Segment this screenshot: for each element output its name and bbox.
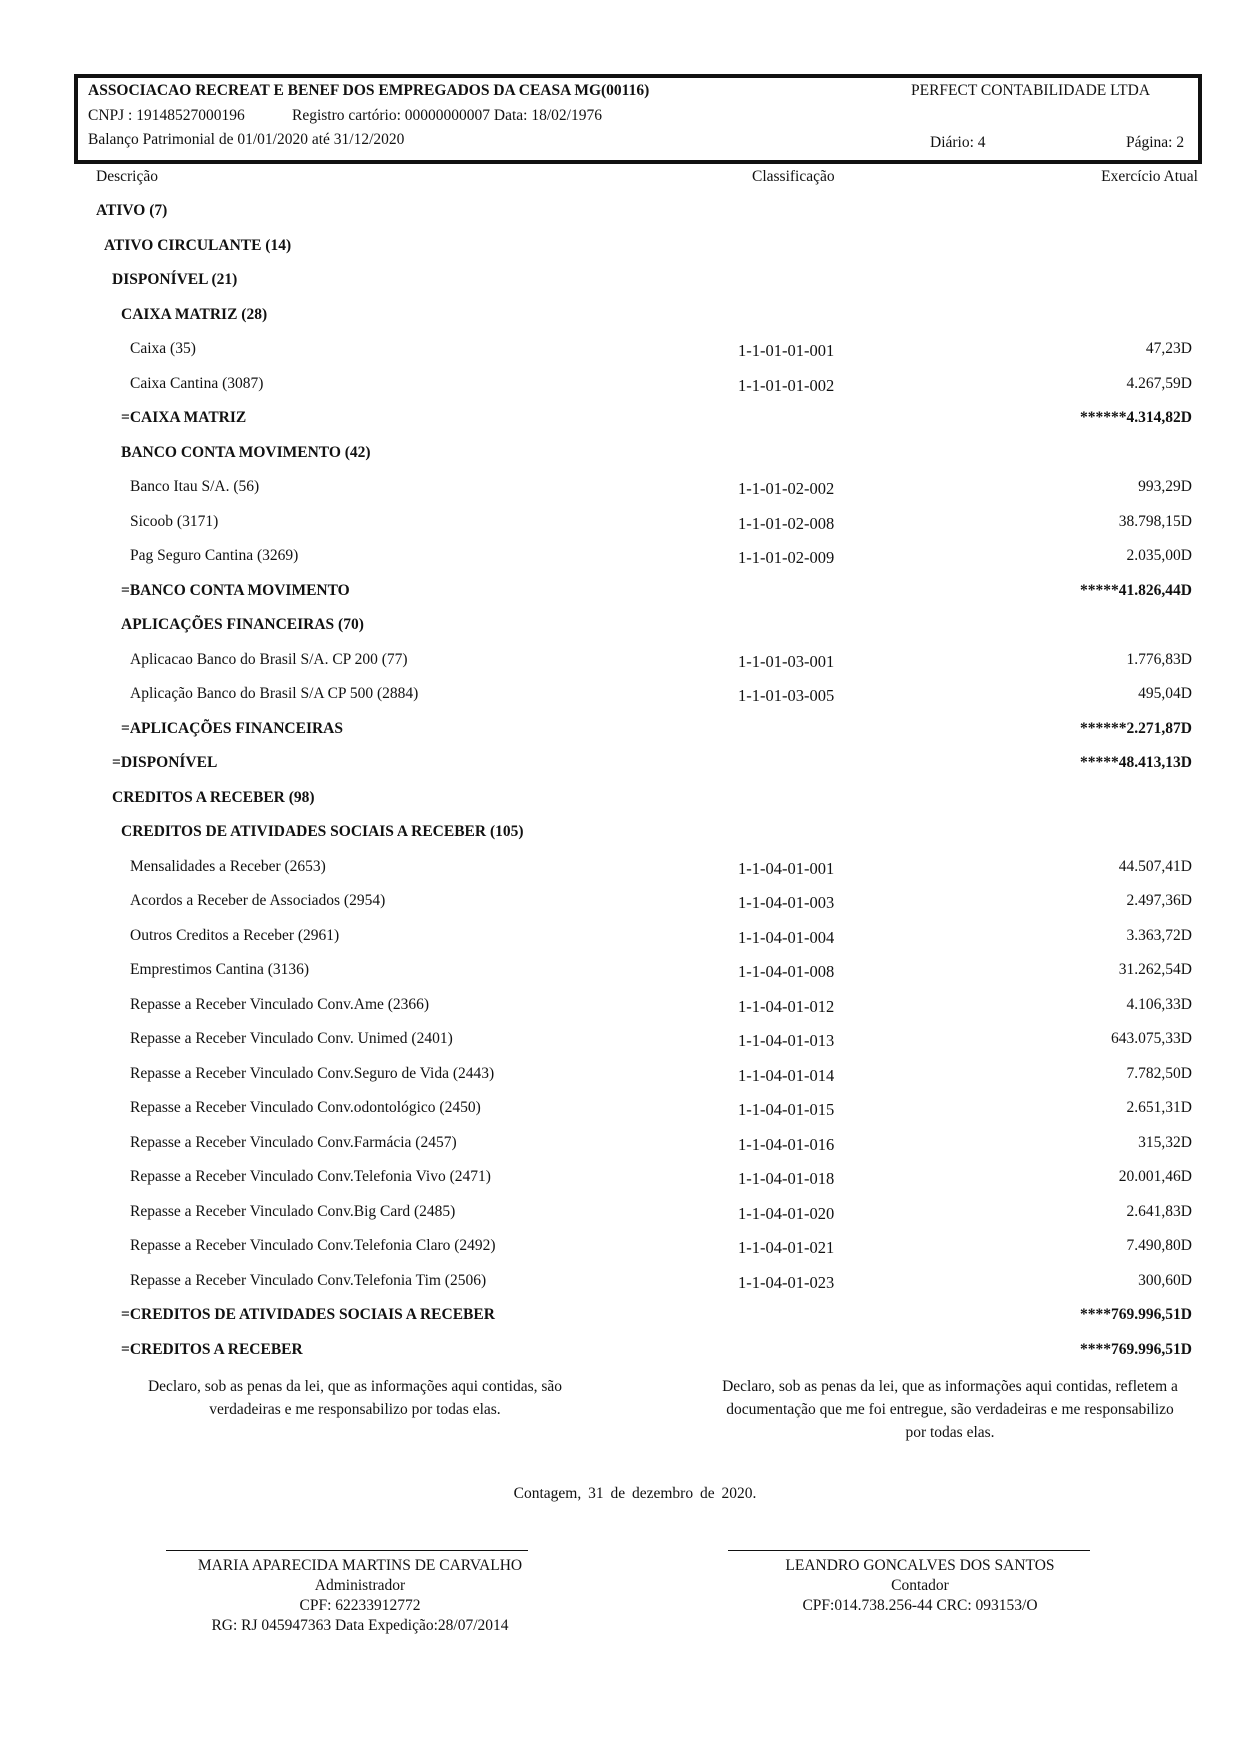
- account-classification: 1-1-04-01-023: [738, 1273, 835, 1292]
- account-classification: 1-1-04-01-016: [738, 1135, 835, 1154]
- account-row: [0, 235, 1240, 257]
- account-value: 31.262,54D: [1118, 961, 1192, 978]
- account-classification: 1-1-04-01-013: [738, 1031, 835, 1050]
- account-row: [0, 1063, 1240, 1085]
- account-row: [0, 1235, 1240, 1257]
- declaration-right-line-1: Declaro, sob as penas da lei, que as informações aqui contidas, refletem a: [722, 1378, 1178, 1395]
- account-row: [0, 511, 1240, 533]
- account-description: Repasse a Receber Vinculado Conv.Seguro de Vida (2443): [130, 1065, 495, 1082]
- administrator-cpf: CPF: 62233912772: [299, 1597, 421, 1614]
- account-value: 2.651,31D: [1126, 1099, 1192, 1116]
- accounting-firm: PERFECT CONTABILIDADE LTDA: [911, 82, 1151, 99]
- account-description: ATIVO (7): [96, 202, 168, 219]
- account-value: 3.363,72D: [1126, 927, 1192, 944]
- declaration-administrator: [112, 1375, 598, 1421]
- account-description: Outros Creditos a Receber (2961): [130, 927, 340, 944]
- account-description: Repasse a Receber Vinculado Conv. Unimed (2401): [130, 1030, 453, 1047]
- account-value: 315,32D: [1138, 1134, 1192, 1151]
- page-number: Página: 2: [1126, 134, 1185, 151]
- account-row: [0, 269, 1240, 291]
- signature-line-administrator: [166, 1550, 528, 1551]
- declaration-right-line-3: por todas elas.: [905, 1424, 995, 1441]
- account-row: [0, 856, 1240, 878]
- account-row: [0, 476, 1240, 498]
- report-period: Balanço Patrimonial de 01/01/2020 até 31/12/2020: [88, 131, 405, 148]
- account-value: 47,23D: [1145, 340, 1192, 357]
- account-row: [0, 683, 1240, 705]
- account-description: Acordos a Receber de Associados (2954): [130, 892, 386, 909]
- account-row: [0, 925, 1240, 947]
- account-row: [0, 1166, 1240, 1188]
- account-row: [0, 649, 1240, 671]
- account-value: 4.267,59D: [1126, 375, 1192, 392]
- account-row: [0, 338, 1240, 360]
- account-value: 20.001,46D: [1118, 1168, 1192, 1185]
- account-row: [0, 545, 1240, 567]
- account-classification: 1-1-04-01-014: [738, 1066, 835, 1085]
- account-classification: 1-1-01-01-002: [738, 376, 835, 395]
- signature-date: Contagem, 31 de dezembro de 2020.: [513, 1485, 757, 1502]
- column-header-exercicio: Exercício Atual: [1101, 168, 1198, 185]
- account-description: Sicoob (3171): [130, 513, 219, 530]
- account-description: CREDITOS DE ATIVIDADES SOCIAIS A RECEBER (105): [121, 823, 524, 840]
- account-description: Aplicacao Banco do Brasil S/A. CP 200 (77): [130, 651, 408, 668]
- signature-line-accountant: [728, 1550, 1090, 1551]
- account-row: [0, 1097, 1240, 1119]
- account-description: =CREDITOS A RECEBER: [121, 1341, 303, 1358]
- account-value: ****769.996,51D: [1080, 1306, 1192, 1323]
- account-description: =CAIXA MATRIZ: [121, 409, 247, 426]
- account-row: [0, 200, 1240, 222]
- account-description: Repasse a Receber Vinculado Conv.Telefonia Vivo (2471): [130, 1168, 491, 1185]
- account-description: Repasse a Receber Vinculado Conv.Telefonia Tim (2506): [130, 1272, 487, 1289]
- account-value: 38.798,15D: [1118, 513, 1192, 530]
- account-description: Pag Seguro Cantina (3269): [130, 547, 299, 564]
- account-row: [0, 718, 1240, 740]
- account-description: ATIVO CIRCULANTE (14): [104, 237, 292, 254]
- account-classification: 1-1-04-01-004: [738, 928, 835, 947]
- accountant-role: Contador: [891, 1577, 949, 1594]
- account-description: Emprestimos Cantina (3136): [130, 961, 310, 978]
- account-description: APLICAÇÕES FINANCEIRAS (70): [121, 616, 364, 633]
- account-classification: 1-1-04-01-020: [738, 1204, 835, 1223]
- account-description: Mensalidades a Receber (2653): [130, 858, 326, 875]
- account-value: ******2.271,87D: [1080, 720, 1192, 737]
- account-description: =BANCO CONTA MOVIMENTO: [121, 582, 350, 599]
- account-classification: 1-1-04-01-003: [738, 893, 835, 912]
- signature-accountant: [700, 1556, 1140, 1616]
- account-row: [0, 1028, 1240, 1050]
- account-description: =CREDITOS DE ATIVIDADES SOCIAIS A RECEBER: [121, 1306, 495, 1323]
- account-value: 2.497,36D: [1126, 892, 1192, 909]
- account-description: Repasse a Receber Vinculado Conv.odontológico (2450): [130, 1099, 481, 1116]
- account-row: [0, 752, 1240, 774]
- account-row: [0, 890, 1240, 912]
- account-row: [0, 580, 1240, 602]
- account-value: 2.641,83D: [1126, 1203, 1192, 1220]
- account-classification: 1-1-04-01-012: [738, 997, 835, 1016]
- administrator-name: MARIA APARECIDA MARTINS DE CARVALHO: [197, 1557, 523, 1574]
- account-row: [0, 442, 1240, 464]
- account-description: Repasse a Receber Vinculado Conv.Telefonia Claro (2492): [130, 1237, 496, 1254]
- column-header-descricao: Descrição: [96, 168, 158, 185]
- account-value: 1.776,83D: [1126, 651, 1192, 668]
- account-classification: 1-1-01-03-001: [738, 652, 835, 671]
- account-description: =APLICAÇÕES FINANCEIRAS: [121, 720, 343, 737]
- account-description: Repasse a Receber Vinculado Conv.Farmácia (2457): [130, 1134, 457, 1151]
- account-value: 4.106,33D: [1126, 996, 1192, 1013]
- account-classification: 1-1-01-03-005: [738, 686, 835, 705]
- account-description: CREDITOS A RECEBER (98): [112, 789, 315, 806]
- column-header-classificacao: Classificação: [752, 168, 835, 185]
- account-description: CAIXA MATRIZ (28): [121, 306, 268, 323]
- account-description: Banco Itau S/A. (56): [130, 478, 260, 495]
- account-description: Repasse a Receber Vinculado Conv.Big Card (2485): [130, 1203, 456, 1220]
- account-classification: 1-1-04-01-018: [738, 1169, 835, 1188]
- account-row: [0, 1304, 1240, 1326]
- declaration-left-line-2: verdadeiras e me responsabilizo por todas elas.: [209, 1401, 501, 1418]
- account-classification: 1-1-04-01-015: [738, 1100, 835, 1119]
- declaration-left-line-1: Declaro, sob as penas da lei, que as informações aqui contidas, são: [147, 1378, 563, 1395]
- account-description: Caixa (35): [130, 340, 196, 357]
- cnpj: CNPJ : 19148527000196: [88, 107, 245, 124]
- account-value: 643.075,33D: [1111, 1030, 1192, 1047]
- accountant-name: LEANDRO GONCALVES DOS SANTOS: [785, 1557, 1055, 1574]
- account-classification: 1-1-01-02-002: [738, 479, 835, 498]
- account-classification: 1-1-04-01-001: [738, 859, 835, 878]
- account-classification: 1-1-01-02-008: [738, 514, 835, 533]
- account-value: 495,04D: [1138, 685, 1192, 702]
- account-description: Caixa Cantina (3087): [130, 375, 264, 392]
- account-description: Repasse a Receber Vinculado Conv.Ame (2366): [130, 996, 430, 1013]
- account-row: [0, 1270, 1240, 1292]
- account-classification: 1-1-04-01-021: [738, 1238, 835, 1257]
- account-row: [0, 373, 1240, 395]
- account-row: [0, 994, 1240, 1016]
- account-description: DISPONÍVEL (21): [112, 271, 238, 288]
- account-row: [0, 304, 1240, 326]
- account-classification: 1-1-01-02-009: [738, 548, 835, 567]
- account-row: [0, 407, 1240, 429]
- account-value: 7.490,80D: [1126, 1237, 1192, 1254]
- account-row: [0, 959, 1240, 981]
- accountant-cpf: CPF:014.738.256-44 CRC: 093153/O: [802, 1597, 1038, 1614]
- account-value: 2.035,00D: [1126, 547, 1192, 564]
- account-description: Aplicação Banco do Brasil S/A CP 500 (2884): [130, 685, 419, 702]
- account-row: [0, 1339, 1240, 1361]
- account-description: BANCO CONTA MOVIMENTO (42): [121, 444, 371, 461]
- account-value: ******4.314,82D: [1080, 409, 1192, 426]
- account-value: 300,60D: [1138, 1272, 1192, 1289]
- account-row: [0, 1132, 1240, 1154]
- signature-administrator: [140, 1556, 580, 1636]
- declaration-accountant: [640, 1375, 1240, 1444]
- account-classification: 1-1-01-01-001: [738, 341, 835, 360]
- declaration-right-line-2: documentação que me foi entregue, são verdadeiras e me responsabilizo: [726, 1401, 1174, 1418]
- account-value: *****41.826,44D: [1080, 582, 1192, 599]
- diario-number: Diário: 4: [930, 134, 986, 151]
- account-classification: 1-1-04-01-008: [738, 962, 835, 981]
- registry-info: Registro cartório: 00000000007 Data: 18/02/1976: [292, 107, 602, 124]
- administrator-rg: RG: RJ 045947363 Data Expedição:28/07/2014: [211, 1617, 509, 1634]
- account-row: [0, 1201, 1240, 1223]
- account-value: 7.782,50D: [1126, 1065, 1192, 1082]
- account-value: *****48.413,13D: [1080, 754, 1192, 771]
- entity-name: ASSOCIACAO RECREAT E BENEF DOS EMPREGADOS DA CEASA MG(00116): [88, 82, 650, 99]
- account-value: 993,29D: [1138, 478, 1192, 495]
- account-row: [0, 614, 1240, 636]
- account-value: 44.507,41D: [1118, 858, 1192, 875]
- administrator-role: Administrador: [314, 1577, 406, 1594]
- account-row: [0, 821, 1240, 843]
- account-description: =DISPONÍVEL: [112, 754, 218, 771]
- account-row: [0, 787, 1240, 809]
- account-value: ****769.996,51D: [1080, 1341, 1192, 1358]
